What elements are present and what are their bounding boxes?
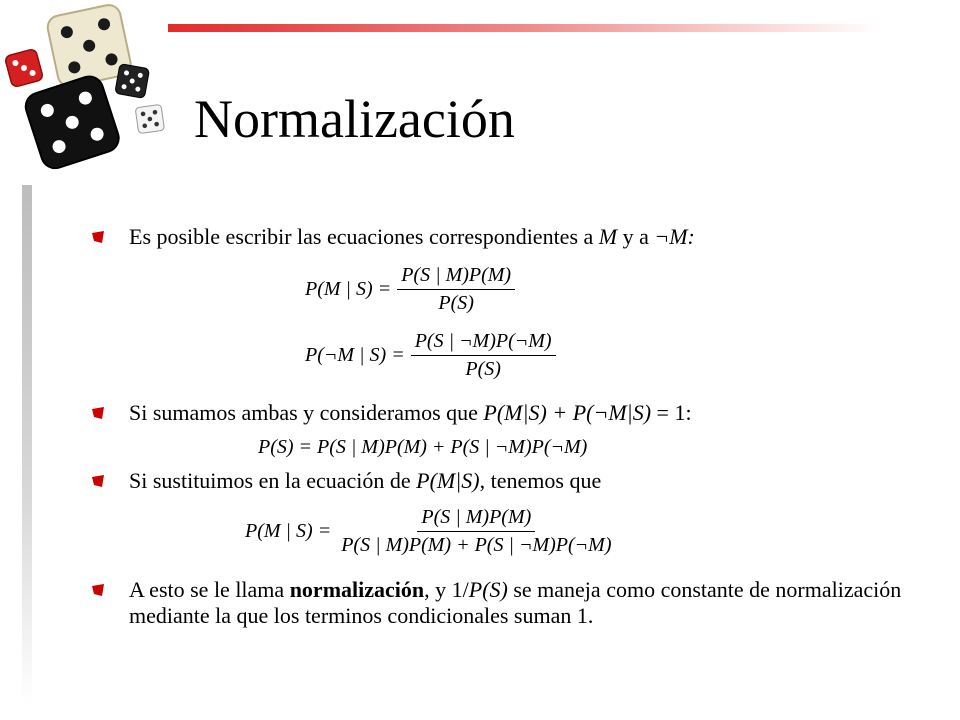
equation-2-fraction [411, 330, 556, 381]
small-black-die [115, 64, 150, 99]
equation-3 [258, 436, 587, 459]
equation-4-lhs: P(M | S) = [245, 520, 332, 542]
bold-term: normalización [289, 577, 425, 602]
equation-4 [245, 506, 615, 557]
equation-1-denominator: P(S) [438, 292, 474, 314]
bullet-3-text: Si sustituimos en la ecuación de P(M|S), tenemos que [129, 468, 602, 493]
bullet-4-text: A esto se le llama normalización, y 1/P(S) se maneja como constante de normalización mediante la que los terminos condicionales suman 1. [129, 577, 902, 628]
bullet-1-text: Es posible escribir las ecuaciones correspondientes a M y a ¬M: [129, 224, 695, 249]
equation-4-fraction [337, 506, 615, 557]
equation-2-denominator: P(S) [465, 358, 501, 380]
bullet-marker-icon [92, 584, 104, 596]
equation-2-numerator: P(S | ¬M)P(¬M) [411, 330, 556, 356]
red-die [4, 48, 43, 87]
bullet-marker-icon [92, 475, 104, 487]
dice-logo [0, 0, 180, 180]
equation-4-denominator: P(S | M)P(M) + P(S | ¬M)P(¬M) [341, 534, 612, 556]
equation-1 [305, 264, 515, 315]
title-accent-bar [168, 24, 880, 32]
equation-1-lhs: P(M | S) = [305, 278, 392, 300]
left-accent-bar [22, 185, 32, 705]
large-black-die [22, 73, 122, 172]
bullet-marker-icon [92, 407, 104, 419]
equation-4-numerator: P(S | M)P(M) [417, 506, 535, 532]
equation-1-fraction [397, 264, 515, 315]
bullet-marker-icon [92, 231, 104, 243]
bullet-2-text: Si sumamos ambas y consideramos que P(M|S) + P(¬M|S) = 1: [129, 400, 692, 425]
equation-3-text: P(S) = P(S | M)P(M) + P(S | ¬M)P(¬M) [258, 436, 588, 458]
equation-2 [305, 330, 556, 381]
slide-title: Normalización [194, 89, 515, 149]
equation-1-numerator: P(S | M)P(M) [397, 264, 515, 290]
equation-2-lhs: P(¬M | S) = [305, 344, 405, 366]
tiny-white-die [135, 104, 164, 133]
